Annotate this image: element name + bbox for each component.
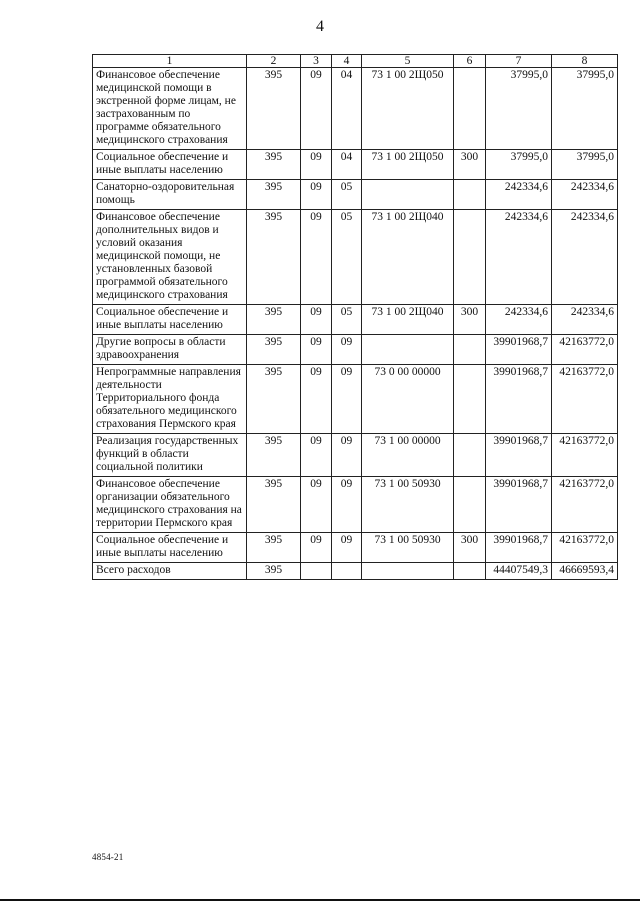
expense-name-cell: Санаторно-оздоровительная помощь xyxy=(93,180,247,210)
amount-year-2-cell: 42163772,0 xyxy=(552,533,618,563)
section-code-cell: 09 xyxy=(301,150,332,180)
table-row xyxy=(93,477,618,533)
expense-type-cell xyxy=(454,210,486,305)
section-code-cell: 09 xyxy=(301,68,332,150)
ministry-code-cell: 395 xyxy=(247,434,301,477)
subsection-code-cell: 09 xyxy=(332,434,362,477)
total-row xyxy=(93,563,618,580)
expense-type-cell xyxy=(454,365,486,434)
section-code-cell: 09 xyxy=(301,365,332,434)
target-article-cell xyxy=(362,563,454,580)
expense-type-cell xyxy=(454,477,486,533)
total-year-2-cell: 46669593,4 xyxy=(552,563,618,580)
expense-name-cell: Финансовое обеспечение организации обязательного медицинского страхования на территории Пермского края xyxy=(93,477,247,533)
ministry-code-cell: 395 xyxy=(247,477,301,533)
section-code-cell: 09 xyxy=(301,434,332,477)
section-code-cell: 09 xyxy=(301,533,332,563)
amount-year-1-cell: 39901968,7 xyxy=(486,477,552,533)
section-code-cell: 09 xyxy=(301,180,332,210)
ministry-code-cell: 395 xyxy=(247,305,301,335)
total-year-1-cell: 44407549,3 xyxy=(486,563,552,580)
target-article-cell: 73 1 00 00000 xyxy=(362,434,454,477)
table-header-row xyxy=(93,55,618,68)
budget-table xyxy=(92,54,618,580)
target-article-cell xyxy=(362,180,454,210)
section-code-cell: 09 xyxy=(301,477,332,533)
section-code-cell xyxy=(301,563,332,580)
table-row xyxy=(93,335,618,365)
table-row xyxy=(93,150,618,180)
expense-type-cell: 300 xyxy=(454,305,486,335)
amount-year-2-cell: 42163772,0 xyxy=(552,477,618,533)
amount-year-2-cell: 242334,6 xyxy=(552,305,618,335)
ministry-code-cell: 395 xyxy=(247,210,301,305)
subsection-code-cell: 09 xyxy=(332,335,362,365)
amount-year-1-cell: 242334,6 xyxy=(486,180,552,210)
amount-year-2-cell: 37995,0 xyxy=(552,68,618,150)
expense-type-cell xyxy=(454,563,486,580)
expense-name-cell: Реализация государственных функций в области социальной политики xyxy=(93,434,247,477)
amount-year-1-cell: 39901968,7 xyxy=(486,533,552,563)
subsection-code-cell: 09 xyxy=(332,365,362,434)
ministry-code-cell: 395 xyxy=(247,150,301,180)
expense-type-cell xyxy=(454,335,486,365)
table-row xyxy=(93,305,618,335)
amount-year-1-cell: 39901968,7 xyxy=(486,365,552,434)
expense-name-cell: Социальное обеспечение и иные выплаты населению xyxy=(93,305,247,335)
table-row xyxy=(93,533,618,563)
page-number: 4 xyxy=(316,18,324,35)
expense-name-cell: Финансовое обеспечение дополнительных видов и условий оказания медицинской помощи, не установленных базовой программой обязательного медицинского страхования xyxy=(93,210,247,305)
subsection-code-cell: 09 xyxy=(332,533,362,563)
subsection-code-cell: 04 xyxy=(332,150,362,180)
amount-year-1-cell: 39901968,7 xyxy=(486,434,552,477)
target-article-cell: 73 1 00 50930 xyxy=(362,533,454,563)
subsection-code-cell xyxy=(332,563,362,580)
header-cell-col-6: 6 xyxy=(454,55,486,68)
table-row xyxy=(93,180,618,210)
amount-year-1-cell: 37995,0 xyxy=(486,68,552,150)
target-article-cell xyxy=(362,335,454,365)
section-code-cell: 09 xyxy=(301,335,332,365)
subsection-code-cell: 05 xyxy=(332,180,362,210)
amount-year-2-cell: 42163772,0 xyxy=(552,365,618,434)
ministry-code-cell: 395 xyxy=(247,533,301,563)
amount-year-1-cell: 242334,6 xyxy=(486,210,552,305)
target-article-cell: 73 1 00 50930 xyxy=(362,477,454,533)
header-cell-col-5: 5 xyxy=(362,55,454,68)
expense-type-cell xyxy=(454,68,486,150)
header-cell-col-8: 8 xyxy=(552,55,618,68)
expense-type-cell: 300 xyxy=(454,533,486,563)
header-cell-col-1: 1 xyxy=(93,55,247,68)
ministry-code-cell: 395 xyxy=(247,335,301,365)
amount-year-2-cell: 37995,0 xyxy=(552,150,618,180)
expense-name-cell: Социальное обеспечение и иные выплаты населению xyxy=(93,533,247,563)
target-article-cell: 73 1 00 2Щ040 xyxy=(362,210,454,305)
table-row xyxy=(93,434,618,477)
amount-year-2-cell: 42163772,0 xyxy=(552,335,618,365)
document-code: 4854-21 xyxy=(92,852,124,862)
ministry-code-cell: 395 xyxy=(247,365,301,434)
section-code-cell: 09 xyxy=(301,210,332,305)
expense-name-cell: Другие вопросы в области здравоохранения xyxy=(93,335,247,365)
header-cell-col-2: 2 xyxy=(247,55,301,68)
target-article-cell: 73 0 00 00000 xyxy=(362,365,454,434)
expense-type-cell xyxy=(454,180,486,210)
amount-year-1-cell: 39901968,7 xyxy=(486,335,552,365)
expense-name-cell: Непрограммные направления деятельности Территориального фонда обязательного медицинского страхования Пермского края xyxy=(93,365,247,434)
expense-name-cell: Финансовое обеспечение медицинской помощи в экстренной форме лицам, не застрахованным по программе обязательного медицинского страхования xyxy=(93,68,247,150)
table-row xyxy=(93,68,618,150)
amount-year-2-cell: 242334,6 xyxy=(552,210,618,305)
expense-type-cell: 300 xyxy=(454,150,486,180)
subsection-code-cell: 05 xyxy=(332,305,362,335)
expense-type-cell xyxy=(454,434,486,477)
table-row xyxy=(93,210,618,305)
page-bottom-rule xyxy=(0,899,640,901)
header-cell-col-7: 7 xyxy=(486,55,552,68)
ministry-code-cell: 395 xyxy=(247,563,301,580)
amount-year-2-cell: 242334,6 xyxy=(552,180,618,210)
subsection-code-cell: 09 xyxy=(332,477,362,533)
amount-year-2-cell: 42163772,0 xyxy=(552,434,618,477)
target-article-cell: 73 1 00 2Щ050 xyxy=(362,68,454,150)
subsection-code-cell: 05 xyxy=(332,210,362,305)
total-label-cell: Всего расходов xyxy=(93,563,247,580)
section-code-cell: 09 xyxy=(301,305,332,335)
amount-year-1-cell: 242334,6 xyxy=(486,305,552,335)
header-cell-col-3: 3 xyxy=(301,55,332,68)
target-article-cell: 73 1 00 2Щ040 xyxy=(362,305,454,335)
ministry-code-cell: 395 xyxy=(247,180,301,210)
ministry-code-cell: 395 xyxy=(247,68,301,150)
table-row xyxy=(93,365,618,434)
header-cell-col-4: 4 xyxy=(332,55,362,68)
subsection-code-cell: 04 xyxy=(332,68,362,150)
target-article-cell: 73 1 00 2Щ050 xyxy=(362,150,454,180)
expense-name-cell: Социальное обеспечение и иные выплаты населению xyxy=(93,150,247,180)
amount-year-1-cell: 37995,0 xyxy=(486,150,552,180)
